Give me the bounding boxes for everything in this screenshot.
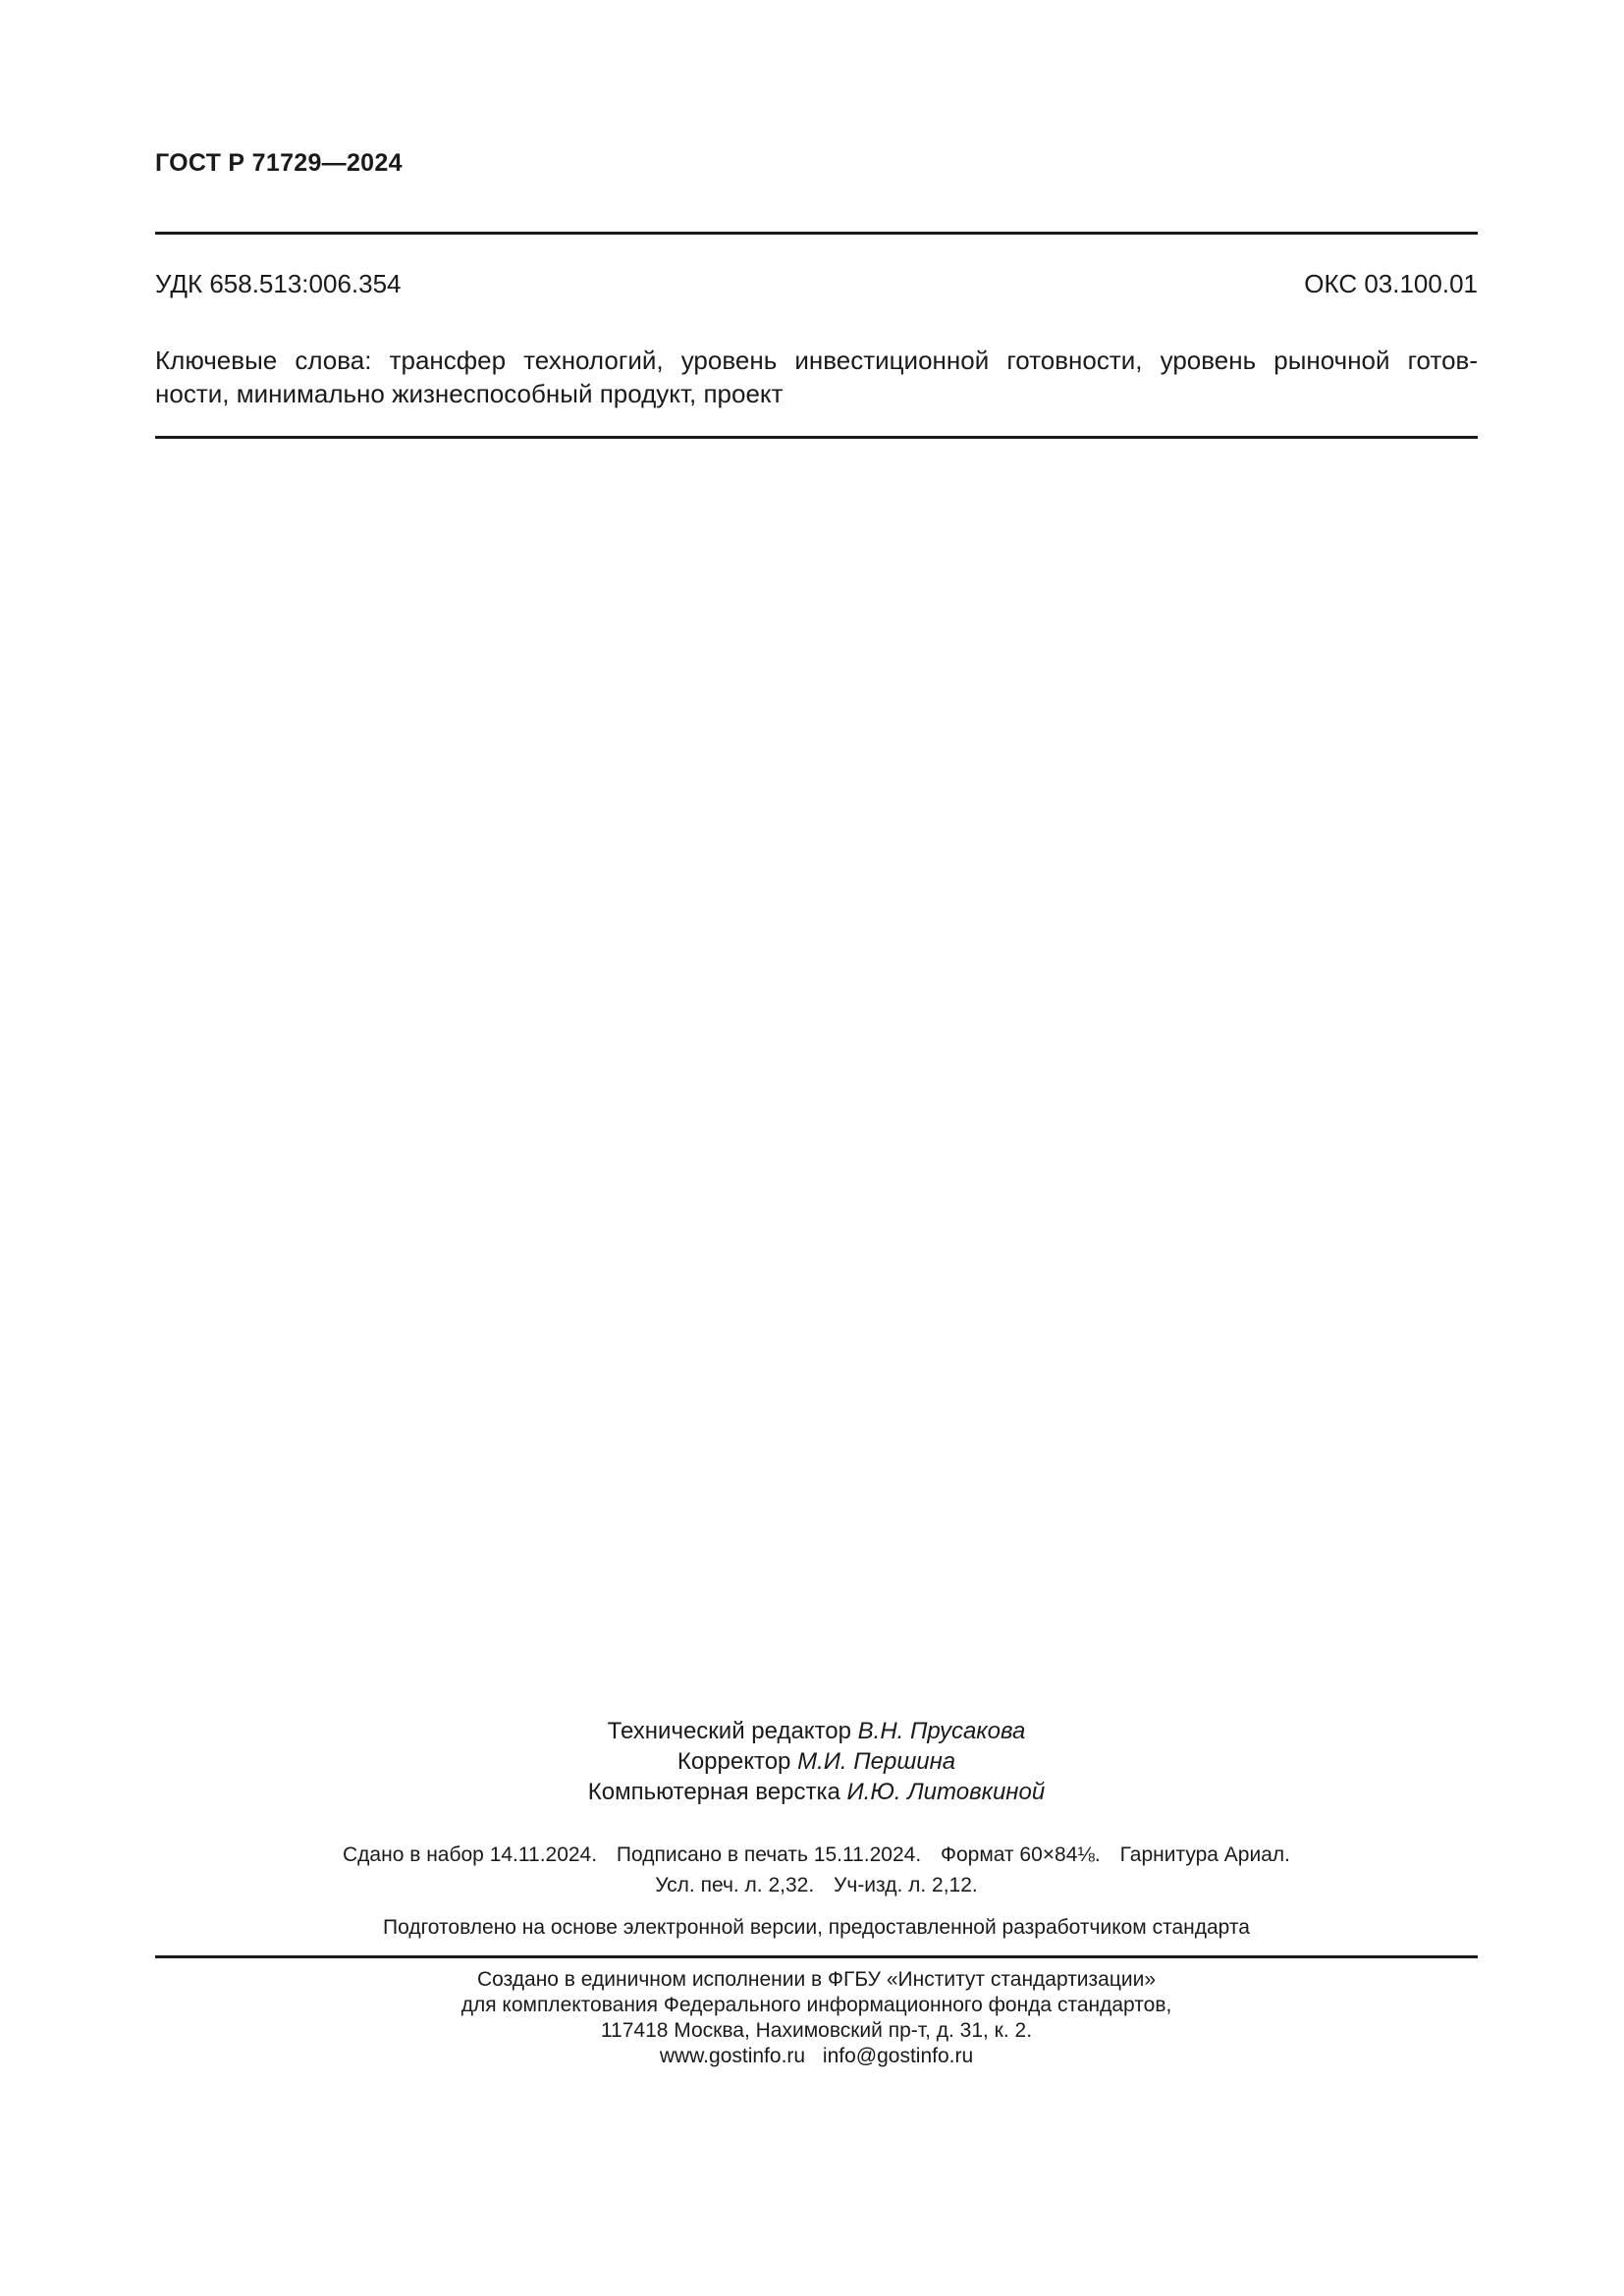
keywords-line-1: Ключевые слова: трансфер технологий, уровень инвестиционной готовности, уровень рыночной готов- [155, 346, 1478, 375]
bottom-divider [155, 1955, 1478, 1958]
typeface: Гарнитура Ариал. [1119, 1843, 1290, 1866]
signed-date: Подписано в печать 15.11.2024. [616, 1843, 922, 1866]
keywords-block [155, 344, 1478, 410]
print-sheets: Усл. печ. л. 2,32. [655, 1874, 815, 1896]
publisher-contacts [155, 2044, 1478, 2069]
print-info-row-1 [155, 1840, 1478, 1870]
layout-row [155, 1777, 1478, 1807]
keywords-divider [155, 436, 1478, 439]
print-info-block [155, 1840, 1478, 1900]
standard-number: ГОСТ Р 71729—2024 [155, 149, 403, 177]
tech-editor-row [155, 1716, 1478, 1746]
paper-format: Формат 60×84⅛. [941, 1843, 1101, 1866]
tech-editor-label: Технический редактор [607, 1718, 851, 1744]
publisher-block [155, 1967, 1478, 2069]
publisher-line-2: для комплектования Федерального информационного фонда стандартов, [460, 1994, 1172, 2016]
udk-code: УДК 658.513:006.354 [155, 269, 402, 298]
layout-label: Компьютерная верстка [587, 1779, 840, 1805]
publisher-address: 117418 Москва, Нахимовский пр-т, д. 31, к. 2. [600, 2019, 1033, 2042]
publisher-line-1: Создано в единичном исполнении в ФГБУ «Институт стандартизации» [476, 1968, 1157, 1991]
tech-editor-name: В.Н. Прусакова [857, 1718, 1026, 1744]
top-divider [155, 232, 1478, 235]
publisher-website: www.gostinfo.ru [659, 2045, 806, 2067]
keywords-line-2: ности, минимально жизнеспособный продукт, проект [155, 379, 784, 408]
corrector-row [155, 1746, 1478, 1777]
publisher-email: info@gostinfo.ru [822, 2045, 974, 2067]
submitted-date: Сдано в набор 14.11.2024. [343, 1843, 598, 1866]
publisher-sheets: Уч-изд. л. 2,12. [834, 1874, 978, 1896]
layout-name: И.Ю. Литовкиной [846, 1779, 1046, 1805]
corrector-label: Корректор [677, 1748, 791, 1775]
credits-block [155, 1716, 1478, 1807]
corrector-name: М.И. Першина [797, 1748, 956, 1775]
prepared-note: Подготовлено на основе электронной версии, предоставленной разработчиком стандарта [383, 1916, 1250, 1939]
print-info-row-2 [155, 1870, 1478, 1900]
oks-code: ОКС 03.100.01 [1304, 269, 1478, 298]
